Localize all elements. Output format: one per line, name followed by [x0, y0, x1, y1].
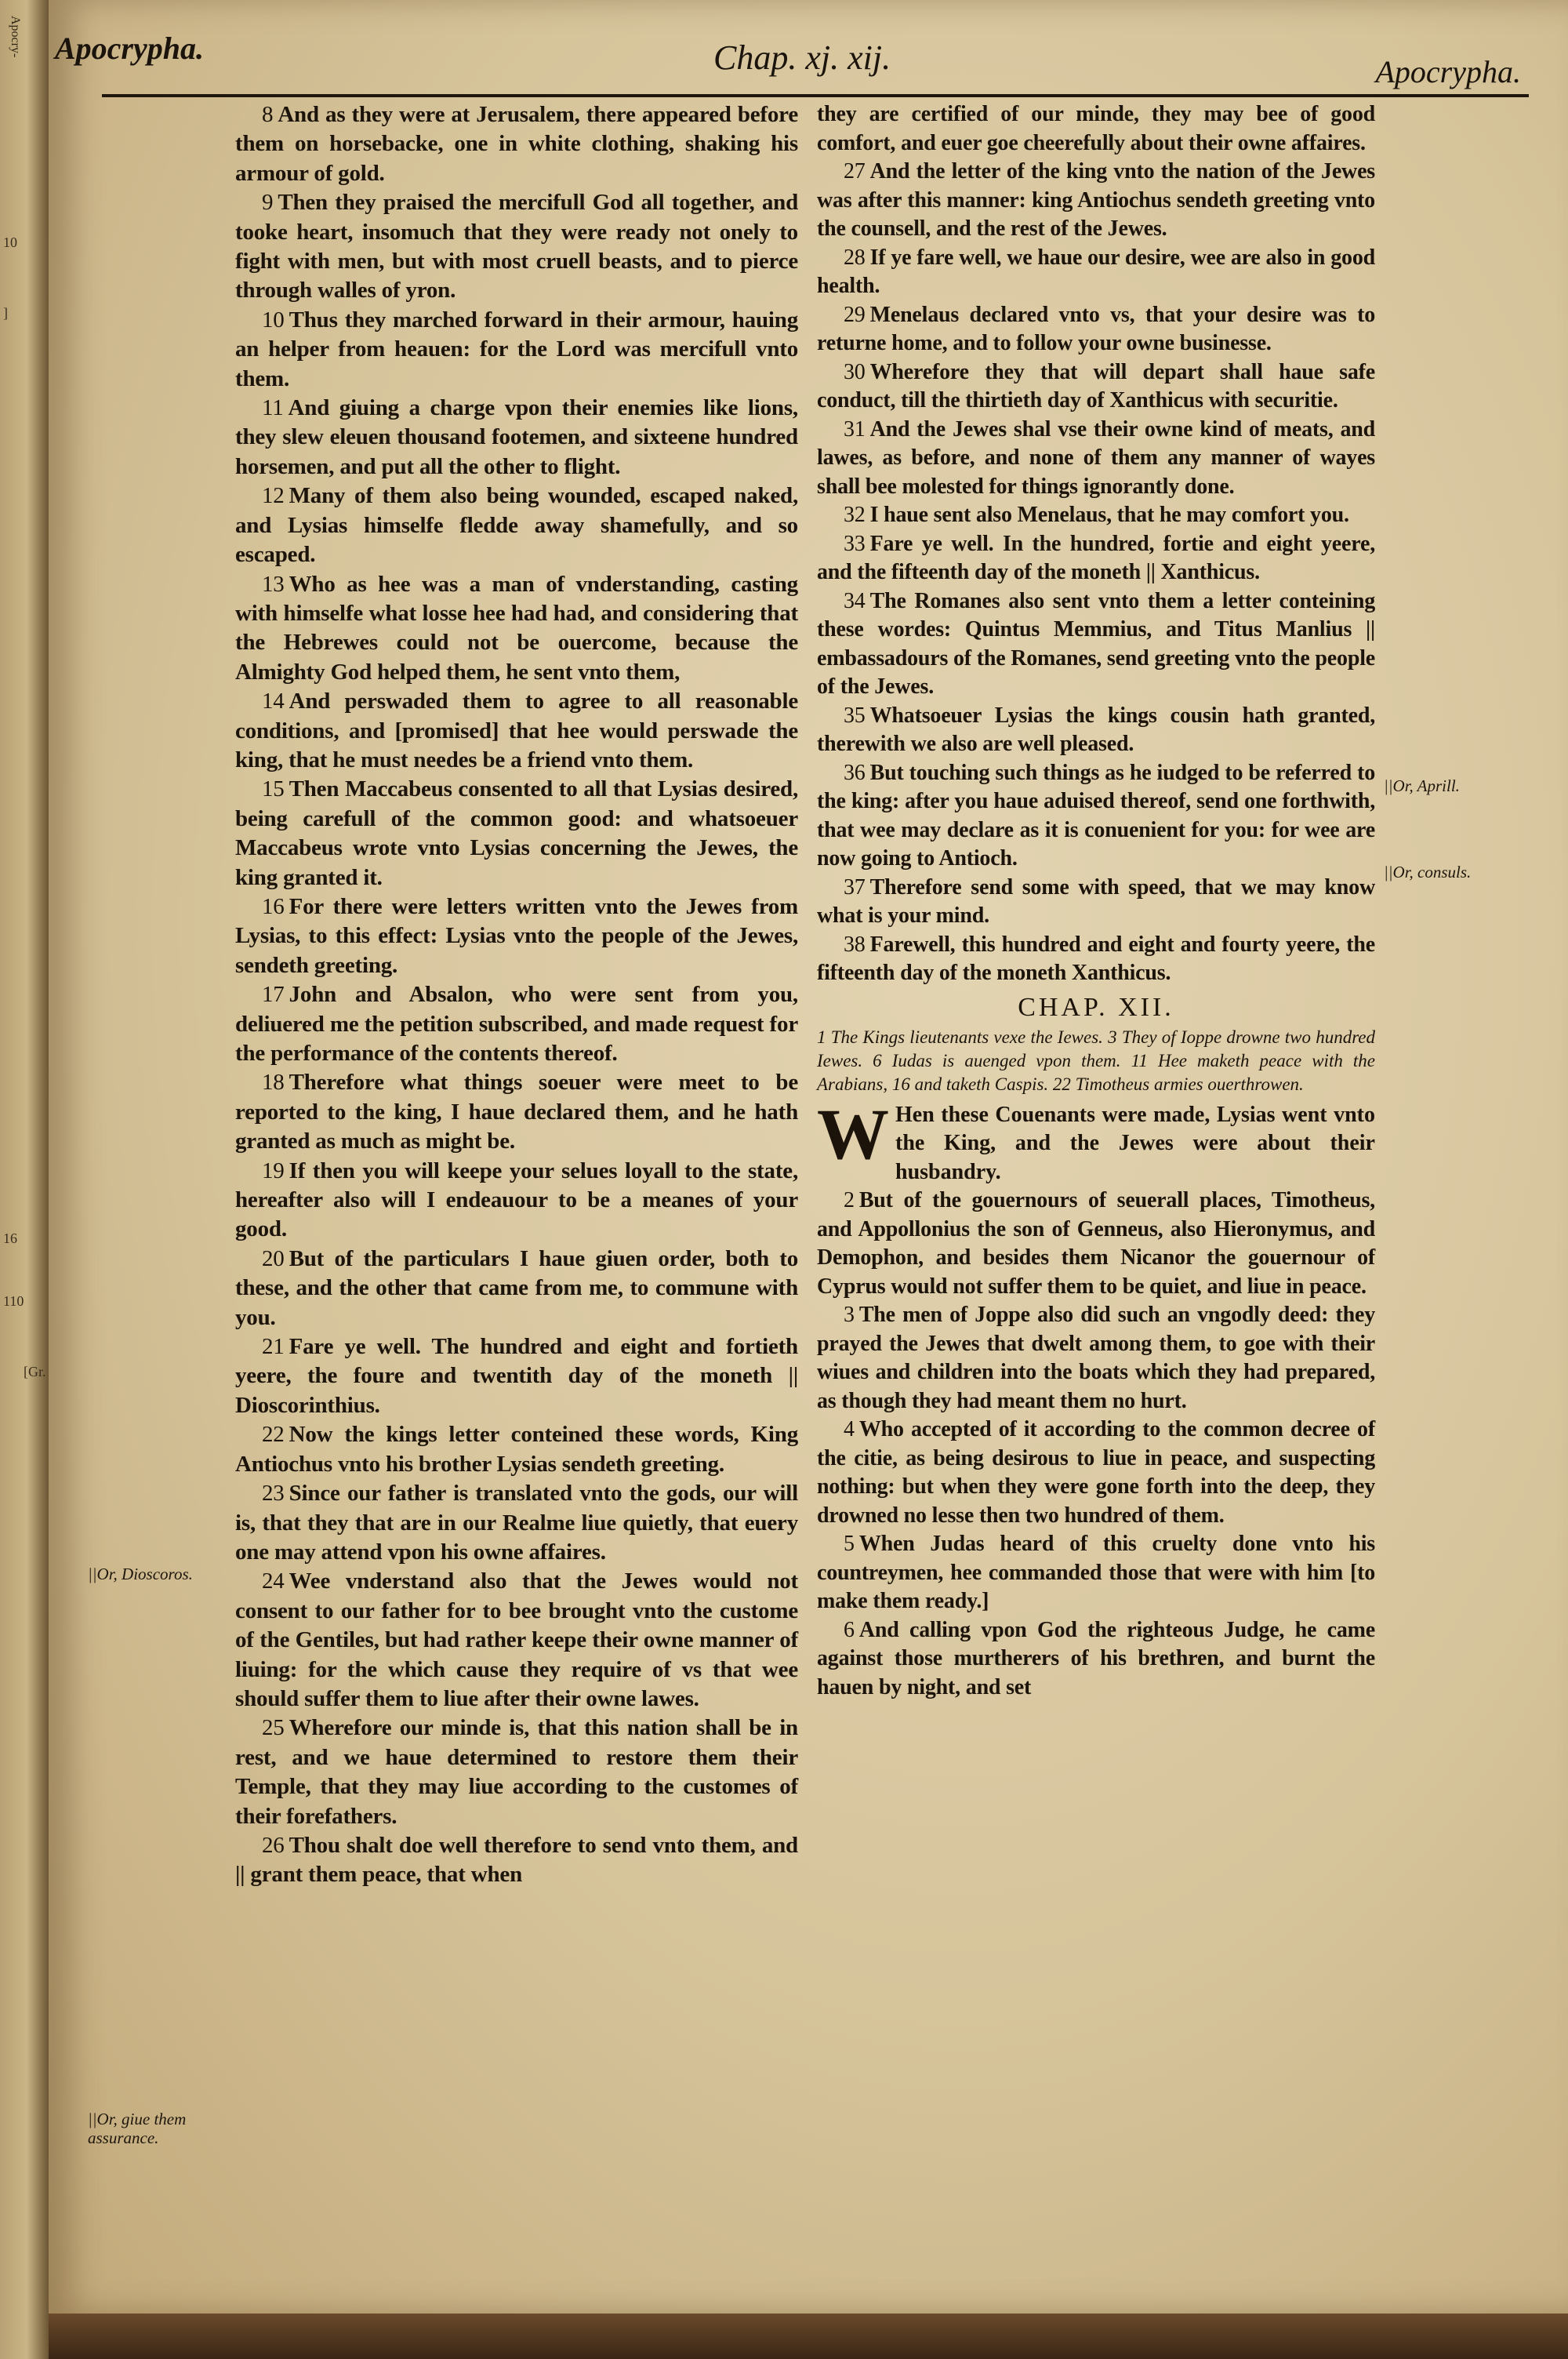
verse — [235, 980, 798, 1068]
verse — [817, 530, 1375, 587]
verse — [235, 394, 798, 482]
verse-text: John and Absalon, who were sent from you, deliuered me the petition subscribed, and made request for the performance of the contents thereof. — [235, 982, 798, 1066]
verse-number: 28 — [844, 245, 866, 270]
verse-text: If then you will keepe your selues loyall to the state, hereafter also will I endeauour to be a meanes of your good. — [235, 1158, 798, 1242]
verse — [235, 100, 798, 188]
verse-number: 3 — [844, 1303, 855, 1327]
verse — [235, 482, 798, 569]
verse-text: Menelaus declared vnto vs, that your desire was to returne home, and to follow your owne businesse. — [817, 302, 1375, 355]
verse-text: And the Jewes shal vse their owne kind of meats, and lawes, as before, and none of them any manner of wayes shall bee molested for things ignorantly done. — [817, 416, 1375, 499]
verse-text: And as they were at Jerusalem, there appeared before them on horsebacke, one in white clothing, shaking his armour of gold. — [235, 102, 798, 186]
verse-number: 20 — [262, 1245, 285, 1271]
verse — [235, 1714, 798, 1831]
verse — [235, 1420, 798, 1479]
verse — [817, 759, 1375, 874]
right-column-verses-top — [817, 100, 1375, 988]
verse — [817, 244, 1375, 301]
verse-number: 37 — [844, 874, 866, 900]
verse — [817, 1301, 1375, 1416]
running-header — [55, 24, 1521, 89]
verse — [235, 1831, 798, 1890]
verse-number: 10 — [262, 307, 285, 333]
verse-text: they are certified of our minde, they may bee of good comfort, and euer goe cheerefully about their owne affaires. — [817, 102, 1375, 155]
verse-text: Many of them also being wounded, escaped naked, and Lysias himselfe fledde away shamefully, and so escaped. — [235, 483, 798, 568]
verse-text: Since our father is translated vnto the gods, our will is, that they that are in our Realme liue quietly, that euery one may attend vpon his owne affaires. — [235, 1481, 798, 1565]
verse — [235, 570, 798, 688]
verse-number: 21 — [262, 1334, 285, 1360]
verse-text: I haue sent also Menelaus, that he may comfort you. — [869, 503, 1349, 527]
prev-page-fragment: [Gr. — [24, 1364, 46, 1379]
verse — [817, 416, 1375, 502]
verse-number: 35 — [844, 703, 866, 728]
verse — [817, 587, 1375, 702]
verse-number: 25 — [262, 1715, 285, 1741]
verse — [817, 1416, 1375, 1530]
right-column-verses-bottom — [817, 1187, 1375, 1702]
verse — [817, 1187, 1375, 1301]
verse-number: 4 — [844, 1417, 855, 1441]
verse — [817, 501, 1375, 530]
verse-number: 12 — [262, 483, 285, 509]
verse — [235, 1479, 798, 1567]
prev-page-header-fragment: Apocry- — [9, 16, 22, 58]
verse-number: 5 — [844, 1532, 855, 1556]
verse-text: Therefore send some with speed, that we may know what is your mind. — [817, 874, 1375, 928]
verse — [817, 1616, 1375, 1703]
verse-text: If ye fare well, we haue our desire, wee are also in good health. — [817, 245, 1375, 298]
verse-text: And perswaded them to agree to all reasonable conditions, and [promised] that hee would perswade the king, that he must needes be a friend vnto them. — [235, 689, 798, 772]
chapter-summary: 1 The Kings lieutenants vexe the Iewes. 3 They of Ioppe drowne two hundred Iewes. 6 Iudas is auenged vpon them. 11 Hee maketh peace with the Arabians, 16 and taketh Caspis. 22 Timotheus armies ouerthrowen. — [817, 1027, 1375, 1094]
page-edge-bottom — [49, 2314, 1568, 2359]
verse-number: 30 — [844, 359, 866, 384]
margin-note-aprill: ||Or, Aprill. — [1384, 776, 1460, 795]
verse-number: 26 — [262, 1832, 285, 1858]
verse-text: Fare ye well. In the hundred, fortie and eight yeere, and the fifteenth day of the moneth || Xanthicus. — [817, 531, 1375, 584]
verse-number: 17 — [262, 982, 285, 1008]
verse-number: 38 — [844, 932, 866, 957]
verse — [817, 931, 1375, 988]
margin-note-give-assurance: ||Or, giue them assurance. — [88, 2110, 187, 2147]
verse-number: 22 — [262, 1422, 285, 1448]
verse — [235, 1245, 798, 1332]
verse — [235, 892, 798, 980]
verse-number: 11 — [262, 395, 284, 421]
verse — [817, 874, 1375, 931]
verse-text: Wee vnderstand also that the Jewes would not consent to our father for to bee brought vnto the custome of the Gentiles, but had rather keepe their owne manner of liuing: for the which cause they require of vs that wee should suffer them to liue after their owne lawes. — [235, 1568, 798, 1711]
verse — [235, 1068, 798, 1156]
drop-cap: W — [817, 1093, 889, 1174]
verse-number: 18 — [262, 1070, 285, 1096]
margin-note-consuls: ||Or, consuls. — [1384, 863, 1472, 881]
verse-text: And calling vpon God the righteous Judge, he came against those murtherers of his brethren, and burnt the hauen by night, and set — [817, 1617, 1375, 1699]
verse-number: 2 — [844, 1188, 855, 1212]
verse — [235, 687, 798, 775]
header-chapter: Chap. xj. xij. — [713, 38, 891, 77]
verse-number: 34 — [844, 588, 866, 613]
verse-text: When Judas heard of this cruelty done vnto his countreymen, hee commanded those that were with him [to make them ready.] — [817, 1532, 1375, 1613]
verse-text: But of the particulars I haue giuen order, both to these, and the other that came from me, to commune with you. — [235, 1245, 798, 1330]
header-right: Apocrypha. — [1375, 54, 1521, 89]
right-column — [817, 100, 1375, 1702]
verse-text: The Romanes also sent vnto them a letter conteining these wordes: Quintus Memmius, and Titus Manlius || embassadours of the Romanes, send greeting vnto the people of the Jewes. — [817, 588, 1375, 699]
verse — [817, 100, 1375, 158]
verse — [235, 1157, 798, 1245]
chapter-heading: CHAP. XII. — [1018, 992, 1174, 1022]
verse-text: Fare ye well. The hundred and eight and fortieth yeere, the foure and twentith day of the moneth || Dioscorinthius. — [235, 1334, 798, 1418]
verse-number: 23 — [262, 1481, 285, 1507]
verse-number: 16 — [262, 893, 285, 919]
verse-number: 13 — [262, 571, 285, 597]
verse — [817, 158, 1375, 244]
verse — [817, 1530, 1375, 1616]
verse — [817, 358, 1375, 416]
prev-page-fragment: 110 — [3, 1293, 24, 1309]
verse-number: 27 — [844, 159, 866, 184]
verse-number: 15 — [262, 776, 285, 802]
prev-page-fragment: 10 — [3, 234, 17, 250]
verse-text: Thus they marched forward in their armour, hauing an helper from heauen: for the Lord was mercifull vnto them. — [235, 307, 798, 391]
verse-number: 32 — [844, 503, 866, 527]
header-left: Apocrypha. — [55, 31, 204, 66]
verse — [235, 306, 798, 394]
verse-text: Who as hee was a man of vnderstanding, casting with himselfe what losse hee had had, and considering that the Hebrewes could not be ouercome, because the Almighty God helped them, he sent vnto them, — [235, 571, 798, 685]
verse-text: For there were letters written vnto the Jewes from Lysias, to this effect: Lysias vnto the people of the Jewes, sendeth greeting. — [235, 893, 798, 978]
verse-number: 31 — [844, 416, 866, 442]
verse-text: Whatsoeuer Lysias the kings cousin hath granted, therewith we also are well pleased. — [817, 703, 1375, 756]
verse-text: The men of Joppe also did such an vngodly deed: they prayed the Jewes that dwelt among them, to goe with their wiues and children into the boats which they had prepared, as though they had meant them no hurt. — [817, 1303, 1375, 1413]
verse — [235, 1567, 798, 1714]
chapter-first-verse — [817, 1093, 1375, 1187]
verse — [235, 775, 798, 892]
verse-text: And giuing a charge vpon their enemies like lions, they slew eleuen thousand footemen, and sixteene hundred horsemen, and put all the other to flight. — [235, 395, 798, 479]
verse-text: Then Maccabeus consented to all that Lysias desired, being carefull of the common good: and whatsoeuer Maccabeus wrote vnto Lysias concerning the Jewes, the king granted it. — [235, 776, 798, 890]
prev-page-fragment: 16 — [3, 1230, 17, 1246]
verse-number: 14 — [262, 689, 285, 714]
verse-number: 24 — [262, 1568, 285, 1594]
margin-note-dioscoros: ||Or, Dioscoros. — [88, 1565, 193, 1583]
left-column — [235, 100, 798, 1890]
verse-text: Farewell, this hundred and eight and fourty yeere, the fifteenth day of the moneth Xanthicus. — [817, 932, 1375, 985]
header-rule — [102, 94, 1529, 97]
verse-text: Wherefore our minde is, that this nation shall be in rest, and we haue determined to restore them their Temple, that they may liue according to the customes of their forefathers. — [235, 1715, 798, 1829]
previous-page-edge — [0, 0, 49, 2359]
verse-number: 29 — [844, 302, 866, 327]
verse-text: Thou shalt doe well therefore to send vnto them, and || grant them peace, that when — [235, 1832, 798, 1888]
verse-text: Now the kings letter conteined these words, King Antiochus vnto his brother Lysias sendeth greeting. — [235, 1422, 798, 1477]
verse-text: Who accepted of it according to the common decree of the citie, as being desirous to liue in peace, and suspecting nothing: but when they were gone forth into the deep, they drowned no lesse then two hundred of them. — [817, 1417, 1375, 1528]
verse-text: But touching such things as he iudged to be referred to the king: after you haue aduised thereof, send one forthwith, that wee may declare as it is conuenient for you: for wee are now going to Antioch. — [817, 760, 1375, 871]
verse-number: 19 — [262, 1158, 285, 1183]
prev-page-fragment: ] — [3, 305, 8, 321]
verse-text: And the letter of the king vnto the nation of the Jewes was after this manner: king Antiochus sendeth greeting vnto the counsell, and the rest of the Jewes. — [817, 159, 1375, 241]
verse — [817, 702, 1375, 759]
verse-number: 8 — [262, 102, 274, 127]
verse — [235, 188, 798, 306]
verse-text: Wherefore they that will depart shall haue safe conduct, till the thirtieth day of Xanthicus with securitie. — [817, 359, 1375, 413]
verse — [235, 1332, 798, 1420]
verse-number: 6 — [844, 1617, 855, 1642]
verse — [817, 301, 1375, 358]
verse-number: 36 — [844, 760, 866, 785]
verse-number: 9 — [262, 190, 274, 216]
first-verse-text: Hen these Couenants were made, Lysias went vnto the King, and the Jewes were about their husbandry. — [895, 1102, 1375, 1184]
verse-text: Therefore what things soeuer were meet to be reported to the king, I haue declared them, and he hath granted as much as might be. — [235, 1070, 798, 1154]
verse-text: But of the gouernours of seuerall places, Timotheus, and Appollonius the son of Genneus, also Hieronymus, and Demophon, and besides them Nicanor the gouernour of Cyprus would not suffer them to be quiet, and liue in peace. — [817, 1188, 1375, 1299]
verse-number: 33 — [844, 531, 866, 556]
verse-text: Then they praised the mercifull God all together, and tooke heart, insomuch that they were ready not onely to fight with men, but with most cruell beasts, and to pierce through walles of yron. — [235, 190, 798, 304]
